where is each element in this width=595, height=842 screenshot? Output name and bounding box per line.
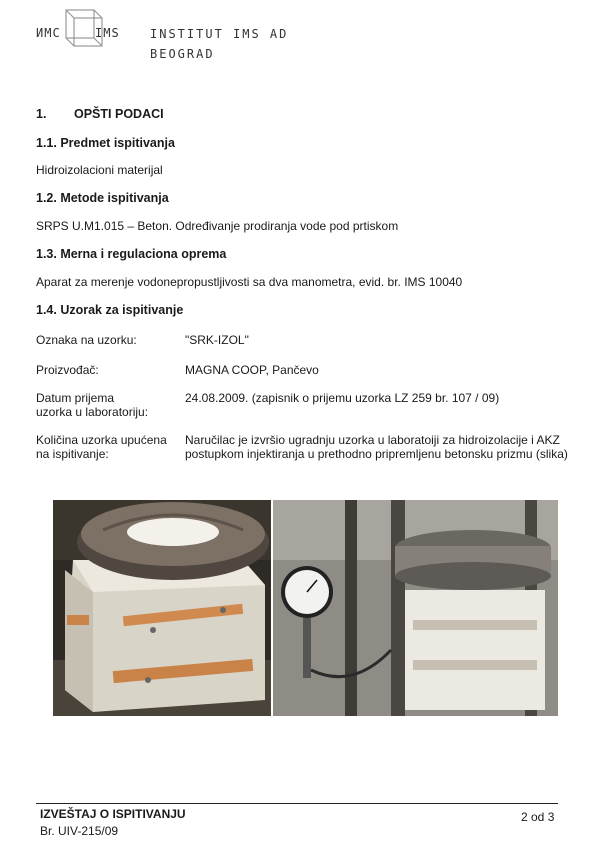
institute-line2: BEOGRAD [150,47,215,61]
subsection-1-2-title: 1.2. Metode ispitivanja [36,191,169,205]
subsection-1-3-title: 1.3. Merna i regulaciona oprema [36,247,227,261]
logo-text-right: IMS [95,26,120,40]
sample-value-designation: "SRK-IZOL" [185,333,249,347]
photo-apparatus-manometer [273,500,558,716]
sample-label-quantity-1: Količina uzorka upućena [36,433,167,447]
sample-value-quantity-1: Naručilac je izvršio ugradnju uzorka u laboratoiji za hidroizolacije i AKZ [185,433,560,447]
subsection-1-3-text: Aparat za merenje vodonepropustljivosti sa dva manometra, evid. br. IMS 10040 [36,275,463,289]
footer-report-title: IZVEŠTAJ O ISPITIVANJU [40,807,186,821]
sample-label-manufacturer: Proizvođač: [36,363,99,377]
subsection-1-4-title: 1.4. Uzorak za ispitivanje [36,303,184,317]
subsection-1-2-text: SRPS U.M1.015 – Beton. Određivanje prodiranja vode pod prtiskom [36,219,399,233]
photo-sample-block [53,500,271,716]
footer-report-number: Br. UIV-215/09 [40,824,119,838]
institute-line1: INSTITUT IMS AD [150,27,289,41]
sample-label-designation: Oznaka na uzorku: [36,333,137,347]
section-number: 1. [36,107,47,121]
sample-label-receipt-date-1: Datum prijema [36,391,115,405]
sample-value-receipt-date: 24.08.2009. (zapisnik o prijemu uzorka LZ 259 br. 107 / 09) [185,391,500,405]
subsection-1-1-text: Hidroizolacioni materijal [36,163,163,177]
institute-name [150,24,288,64]
sample-label-receipt-date-2: uzorka u laboratoriju: [36,405,149,419]
section-title: OPŠTI PODACI [74,107,164,121]
sample-value-manufacturer: MAGNA COOP, Pančevo [185,363,319,377]
sample-value-quantity-2: postupkom injektiranja u prethodno pripremljenu betonsku prizmu (slika) [185,447,568,461]
logo-text-left: ИМС [36,26,61,40]
footer-page-number: 2 od 3 [521,810,555,824]
subsection-1-1-title: 1.1. Predmet ispitivanja [36,136,175,150]
footer-divider [36,803,558,804]
sample-label-quantity-2: na ispitivanje: [36,447,109,461]
